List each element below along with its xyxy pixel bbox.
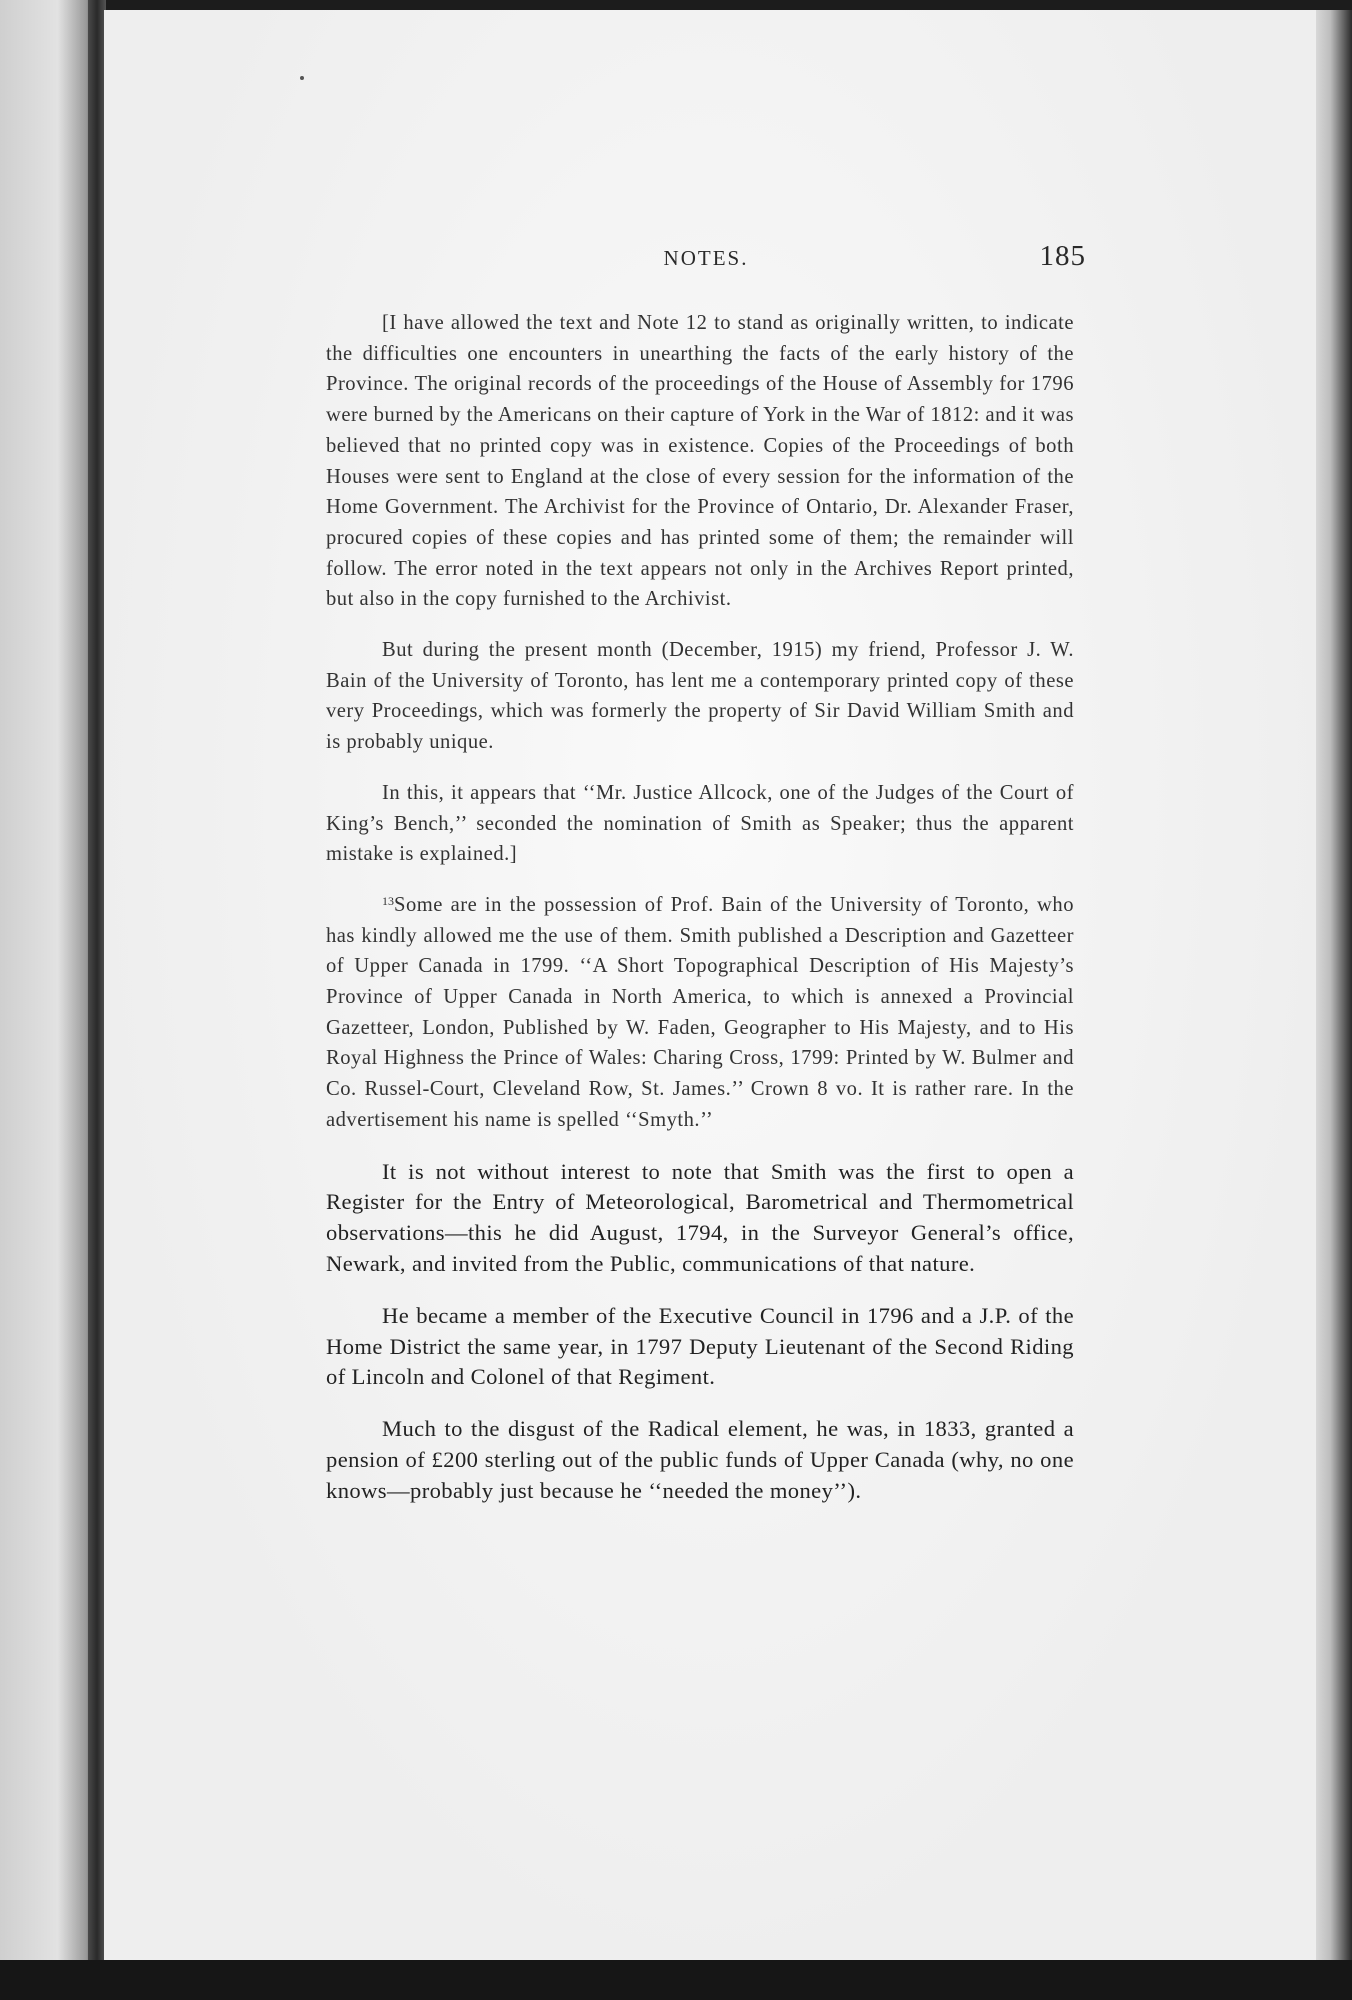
footnote-13-text: Some are in the possession of Prof. Bain of the University of Toronto, who has kindly allowed me the use of them. Smith published a Description and Gazetteer of Upper Canada in 1799. ‘‘A Short Topographical Description of His Majesty’s Province of Upper Canada in North America, to which is annexed a Provincial Gazetteer, London, Published by W. Faden, Geographer to His Majesty, and to His Royal Highness the Prince of Wales: Charing Cross, 1799: Printed by W. Bulmer and Co. Russel-Court, Cleveland Row, St. James.’’ Crown 8 vo. It is rather rare. In the advertisement his name is spelled ‘‘Smyth.’’ xyxy=(326,893,1074,1131)
running-head xyxy=(326,240,1086,280)
footnote-13 xyxy=(326,890,1074,1136)
facing-page-edge xyxy=(0,0,96,2000)
paragraph-december-1915: But during the present month (December, 1915) my friend, Professor J. W. Bain of the University of Toronto, has lent me a contemporary printed copy of these very Proceedings, which was formerly the property of Sir David William Smith and is probably unique. xyxy=(326,639,1074,754)
page-number: 185 xyxy=(1039,240,1086,272)
footnote-marker: 13 xyxy=(382,893,394,908)
scan-border xyxy=(0,1960,1352,2000)
paragraph-justice-allcock: In this, it appears that ‘‘Mr. Justice Allcock, one of the Judges of the Court of King’s Bench,’’ seconded the nomination of Smith as Speaker; thus the apparent mistake is explained.] xyxy=(326,781,1074,866)
page-fore-edge xyxy=(1316,10,1352,2000)
paragraph-meteorological: It is not without interest to note that Smith was the first to open a Register for the Entry of Meteorological, Barometrical and Thermometrical observations—this he did August, 1794, in the Surveyor General’s office, Newark, and invited from the Public, communications of that nature. xyxy=(326,1158,1074,1276)
paragraph-executive-council: He became a member of the Executive Council in 1796 and a J.P. of the Home District the same year, in 1797 Deputy Lieutenant of the Second Riding of Lincoln and Colonel of that Regiment. xyxy=(326,1302,1074,1390)
running-head-title: NOTES. xyxy=(663,246,749,270)
page-body xyxy=(326,308,1074,1507)
paragraph-pension: Much to the disgust of the Radical element, he was, in 1833, granted a pension of £200 sterling out of the public funds of Upper Canada (why, no one knows—probably just because he ‘‘needed the money’’). xyxy=(326,1416,1074,1503)
paragraph-bracket-note: [I have allowed the text and Note 12 to stand as originally written, to indicate the difficulties one encounters in unearthing the facts of the early history of the Province. The original records of the proceedings of the House of Assembly for 1796 were burned by the Americans on their capture of York in the War of 1812: and it was believed that no printed copy was in existence. Copies of the Proceedings of both Houses were sent to England at the close of every session for the information of the Home Government. The Archivist for the Province of Ontario, Dr. Alexander Fraser, procured copies of these copies and has printed some of them; the remainder will follow. The error noted in the text appears not only in the Archives Report printed, but also in the copy furnished to the Archivist. xyxy=(326,312,1074,611)
paper-speck xyxy=(300,76,304,80)
